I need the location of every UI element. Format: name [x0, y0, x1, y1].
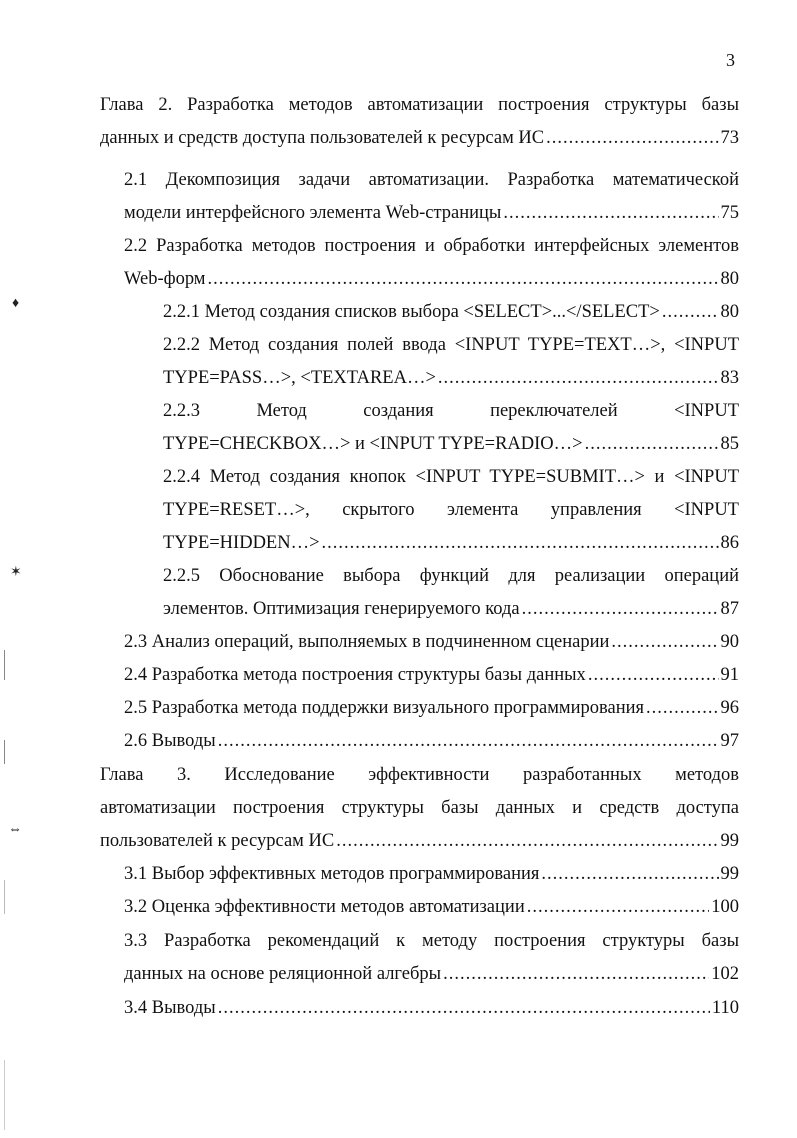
- toc-page-number: 96: [720, 698, 739, 718]
- toc-section-2-3-line-1: 2.3 Анализ операций, выполняемых в подчиненном сценарии: [124, 632, 610, 652]
- toc-chapter-3-line-3: пользователей к ресурсам ИС: [100, 831, 335, 851]
- toc-section-2-2-4-line-2: TYPE=RESET…>, скрытого элемента управления <INPUT: [163, 500, 739, 520]
- toc-page-number: 75: [720, 203, 739, 223]
- toc-section-2-5[interactable]: [124, 695, 739, 721]
- toc-page-number: 91: [720, 665, 739, 685]
- toc-section-3-4[interactable]: [124, 995, 739, 1021]
- toc-page-number: 99: [720, 864, 739, 884]
- toc-section-2-2[interactable]: [124, 266, 739, 292]
- scan-mark-icon: ⇔: [8, 822, 22, 837]
- toc-section-2-3[interactable]: [124, 629, 739, 655]
- toc-section-3-3-line-2: данных на основе реляционной алгебры: [124, 964, 442, 984]
- toc-section-2-4-line-1: 2.4 Разработка метода построения структуры базы данных: [124, 665, 586, 685]
- toc-section-3-2-line-1: 3.2 Оценка эффективности методов автоматизации: [124, 897, 525, 917]
- toc-section-2-2-1-line-1: 2.2.1 Метод создания списков выбора <SELECT>...</SELECT>: [163, 302, 660, 322]
- toc-section-2-1-line-2: модели интерфейсного элемента Web-страницы: [124, 203, 502, 223]
- toc-page-number: 83: [720, 368, 739, 388]
- toc-page-number: 97: [720, 731, 739, 751]
- toc-section-2-4[interactable]: [124, 662, 739, 688]
- toc-section-2-2-5-line-1: 2.2.5 Обоснование выбора функций для реализации операций: [163, 566, 739, 586]
- toc-page-number: 90: [720, 632, 739, 652]
- toc-chapter-3-line-2: автоматизации построения структуры базы данных и средств доступа: [100, 798, 739, 818]
- toc-section-2-1[interactable]: [124, 200, 739, 226]
- toc-page-number: 100: [711, 897, 739, 917]
- scan-line: [4, 1060, 5, 1130]
- toc-section-2-6[interactable]: [124, 728, 739, 754]
- scan-mark-icon: ♦: [12, 296, 20, 311]
- toc-section-2-2-4-line-1: 2.2.4 Метод создания кнопок <INPUT TYPE=SUBMIT…> и <INPUT: [163, 467, 739, 487]
- toc-page-number: 102: [711, 964, 739, 984]
- toc-section-2-2-3[interactable]: [163, 431, 739, 457]
- toc-section-2-6-line-1: 2.6 Выводы: [124, 731, 216, 751]
- scan-line: [4, 650, 5, 680]
- toc-section-2-2-line-1: 2.2 Разработка методов построения и обработки интерфейсных элементов: [124, 236, 739, 256]
- scan-mark-icon: ✶: [10, 565, 22, 580]
- toc-page-number: 87: [720, 599, 739, 619]
- toc-section-3-3[interactable]: [124, 961, 739, 987]
- toc-chapter-3[interactable]: [100, 828, 739, 854]
- toc-section-2-2-5[interactable]: [163, 596, 739, 622]
- toc-section-2-2-4[interactable]: [163, 530, 739, 556]
- toc-section-2-5-line-1: 2.5 Разработка метода поддержки визуального программирования: [124, 698, 645, 718]
- toc-page-number: 73: [720, 128, 739, 148]
- toc-section-2-2-3-line-2: TYPE=CHECKBOX…> и <INPUT TYPE=RADIO…>: [163, 434, 583, 454]
- toc-page-number: 110: [711, 998, 739, 1018]
- toc-section-2-2-2[interactable]: [163, 365, 739, 391]
- toc-chapter-2-line-1: Глава 2. Разработка методов автоматизации построения структуры базы: [100, 95, 739, 115]
- toc-chapter-2-line-2: данных и средств доступа пользователей к ресурсам ИС: [100, 128, 545, 148]
- toc-section-2-2-4-line-3: TYPE=HIDDEN…>: [163, 533, 320, 553]
- toc-section-2-2-line-2: Web-форм: [124, 269, 206, 289]
- toc-section-2-2-2-line-2: TYPE=PASS…>, <TEXTAREA…>: [163, 368, 436, 388]
- toc-section-2-2-5-line-2: элементов. Оптимизация генерируемого кода: [163, 599, 520, 619]
- toc-section-3-2[interactable]: [124, 894, 739, 920]
- toc-page-number: 99: [720, 831, 739, 851]
- toc-section-3-1[interactable]: [124, 861, 739, 887]
- toc-section-2-2-2-line-1: 2.2.2 Метод создания полей ввода <INPUT TYPE=TEXT…>, <INPUT: [163, 335, 739, 355]
- toc-chapter-2[interactable]: [100, 125, 739, 151]
- toc-page-number: 80: [720, 269, 739, 289]
- page-number: 3: [726, 50, 735, 70]
- toc-section-2-2-1[interactable]: [163, 299, 739, 325]
- toc-section-3-3-line-1: 3.3 Разработка рекомендаций к методу построения структуры базы: [124, 931, 739, 951]
- toc-page-number: 85: [720, 434, 739, 454]
- toc-page-number: 86: [720, 533, 739, 553]
- toc-chapter-3-line-1: Глава 3. Исследование эффективности разработанных методов: [100, 765, 739, 785]
- toc-page-number: 80: [720, 302, 739, 322]
- scan-line: [4, 880, 5, 914]
- toc-section-3-1-line-1: 3.1 Выбор эффективных методов программирования: [124, 864, 540, 884]
- toc-section-2-1-line-1: 2.1 Декомпозиция задачи автоматизации. Разработка математической: [124, 170, 739, 190]
- toc-section-2-2-3-line-1: 2.2.3 Метод создания переключателей <INPUT: [163, 401, 739, 421]
- scan-line: [4, 740, 5, 764]
- toc-section-3-4-line-1: 3.4 Выводы: [124, 998, 216, 1018]
